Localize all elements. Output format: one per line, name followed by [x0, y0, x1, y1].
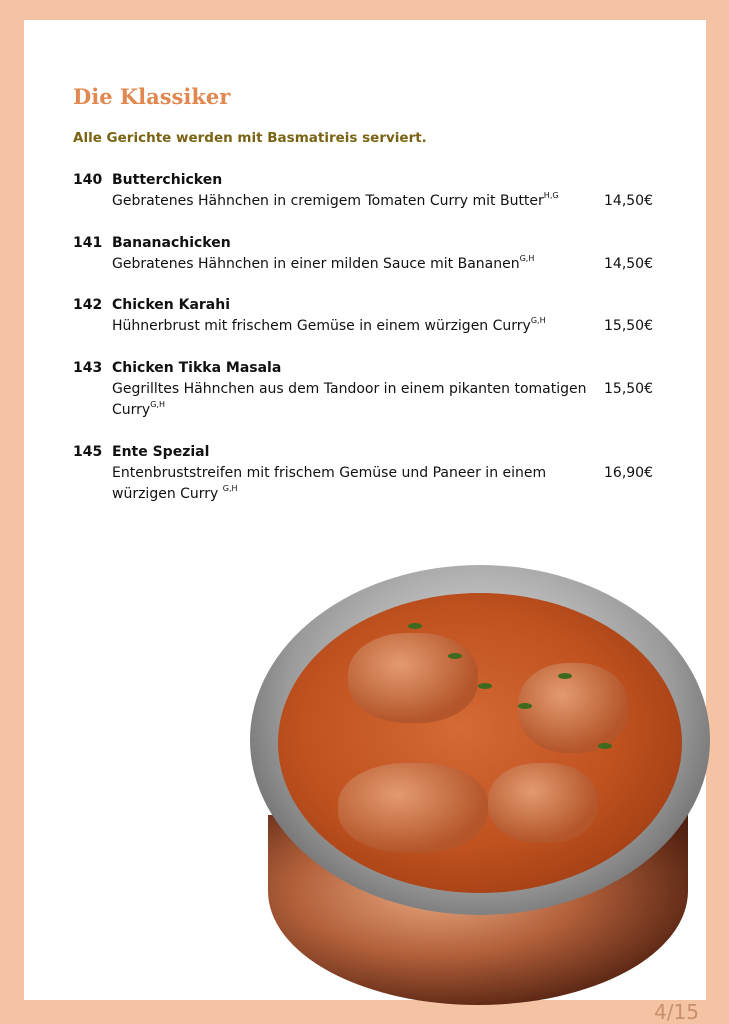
- section-title: Die Klassiker: [73, 84, 231, 109]
- item-price: 15,50€: [604, 381, 653, 397]
- item-price: 14,50€: [604, 256, 653, 272]
- item-description: Gebratenes Hähnchen in cremigem Tomaten Curry mit Butter$^{H,G}$: [112, 191, 559, 209]
- section-subtitle: Alle Gerichte werden mit Basmatireis serviert.: [73, 130, 427, 146]
- item-price: 14,50€: [604, 193, 653, 209]
- curry-sauce: [278, 593, 682, 893]
- item-name: Ente Spezial: [112, 444, 210, 460]
- item-number: 140: [73, 172, 103, 188]
- item-price: 15,50€: [604, 318, 653, 334]
- item-name: Chicken Tikka Masala: [112, 360, 282, 376]
- item-description: Gegrilltes Hähnchen aus dem Tandoor in einem pikanten tomatigen Curry$^{G,H}$: [112, 381, 587, 418]
- allergens: H,G: [543, 191, 559, 200]
- item-description: Hühnerbrust mit frischem Gemüse in einem würzigen Curry$^{G,H}$: [112, 316, 546, 334]
- allergens: G,H: [150, 400, 165, 409]
- item-name: Butterchicken: [112, 172, 223, 188]
- allergens: G,H: [519, 254, 535, 263]
- item-name: Bananachicken: [112, 235, 231, 251]
- allergens: G,H: [530, 316, 546, 325]
- item-number: 141: [73, 235, 103, 251]
- item-name: Chicken Karahi: [112, 297, 231, 313]
- curry-bowl-image: [250, 565, 710, 1005]
- item-description: Entenbruststreifen mit frischem Gemüse und Paneer in einem würzigen Curry $^{G,H}$: [112, 465, 547, 502]
- item-number: 142: [73, 297, 103, 313]
- item-number: 143: [73, 360, 103, 376]
- item-description: Gebratenes Hähnchen in einer milden Sauce mit Bananen$^{G,H}$: [112, 254, 535, 272]
- item-price: 16,90€: [604, 465, 653, 481]
- page-indicator: 4/15: [654, 1000, 699, 1024]
- item-number: 145: [73, 444, 103, 460]
- allergens: G,H: [222, 484, 238, 493]
